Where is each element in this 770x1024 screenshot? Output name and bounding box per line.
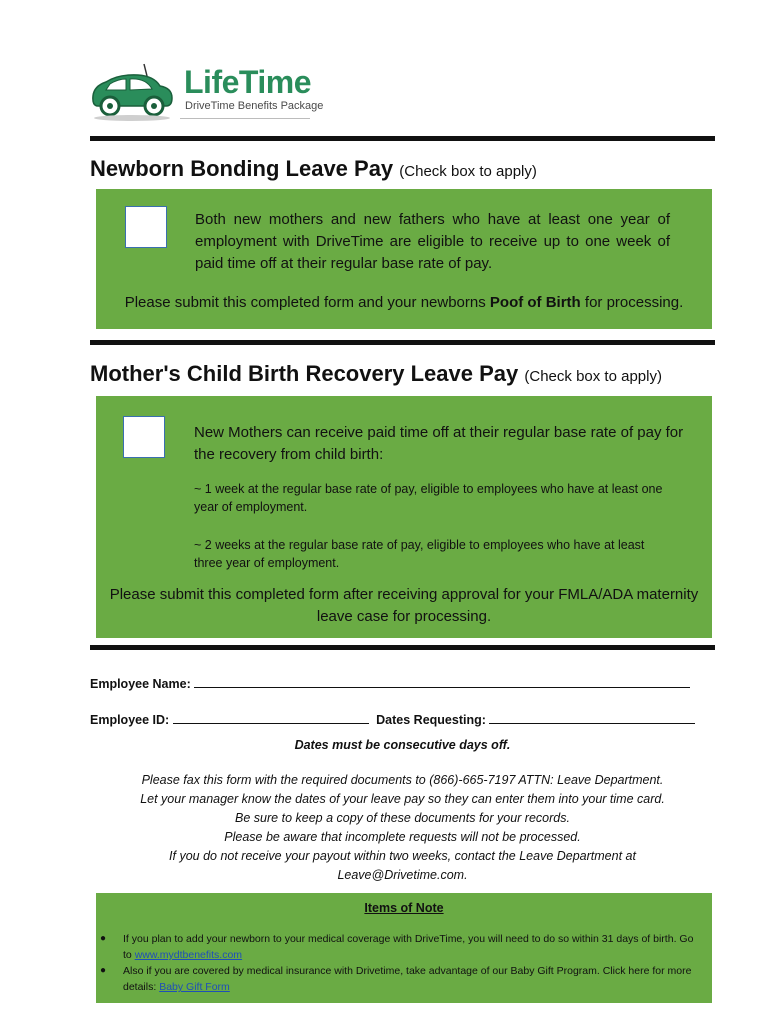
items-of-note-panel: Items of Note ● If you plan to add your newborn to your medical coverage with DriveTime, you will need to do so within 31 days of birth. Go to www.mydtbenefits.com ● Also if you are covered by medical insurance with Drivetime, take advantage of our Baby Gift Program. Click here for more details: Baby Gift Form [96,893,712,1003]
instruction-line: Please be aware that incomplete requests will not be processed. [224,830,581,844]
newborn-bonding-submit-note: Please submit this completed form and your newborns Poof of Birth for processing. [124,294,684,311]
birth-recovery-panel [96,396,712,638]
newborn-bonding-description: Both new mothers and new fathers who have at least one year of employment with DriveTime are eligible to receive up to one week of paid time off at their regular base rate of pay. [195,211,670,272]
instruction-line: Let your manager know the dates of your leave pay so they can enter them into your time card. [140,792,665,806]
logo [88,62,324,124]
newborn-bonding-checkbox[interactable] [125,206,167,248]
instruction-line: Be sure to keep a copy of these documents for your records. [235,811,570,825]
birth-recovery-option-2: ~ 2 weeks at the regular base rate of pay, eligible to employees who have at least three year of employment. [194,538,645,570]
divider [90,136,715,141]
newborn-bonding-panel [96,189,712,329]
dates-requesting-label: Dates Requesting: [376,713,486,727]
divider [90,340,715,345]
birth-recovery-option-1: ~ 1 week at the regular base rate of pay, eligible to employees who have at least one year of employment. [194,482,663,514]
employee-id-row [90,711,695,727]
bullet-icon: ● [100,933,107,944]
birth-recovery-submit-note: Please submit this completed form after receiving approval for your FMLA/ADA maternity leave case for processing. [109,586,699,625]
bullet-icon: ● [100,965,107,976]
employee-name-label: Employee Name: [90,677,191,691]
section-title-birth-recovery: Mother's Child Birth Recovery Leave Pay (Check box to apply) [90,361,662,386]
divider [90,645,715,650]
instruction-line: Please fax this form with the required documents to (866)-665-7197 ATTN: Leave Department. [141,773,664,787]
section-title-newborn-bonding: Newborn Bonding Leave Pay (Check box to apply) [90,156,537,181]
employee-name-field[interactable] [194,675,690,688]
dates-requesting-field[interactable] [489,711,695,724]
benefits-link[interactable]: www.mydtbenefits.com [134,949,243,961]
consecutive-days-note: Dates must be consecutive days off. [294,738,511,752]
car-icon [88,62,180,124]
birth-recovery-checkbox[interactable] [123,416,165,458]
baby-gift-form-link[interactable]: Baby Gift Form [159,981,230,993]
instruction-line: If you do not receive your payout within two weeks, contact the Leave Department at [169,849,636,863]
instructions [90,771,715,885]
employee-id-field[interactable] [173,711,369,724]
birth-recovery-description: New Mothers can receive paid time off at their regular base rate of pay for the recovery from child birth: [194,424,684,463]
brand-name: LifeTime [184,64,311,100]
contact-email: Leave@Drivetime.com. [337,868,468,882]
employee-name-row [90,675,690,691]
brand-tagline: DriveTime Benefits Package [185,100,324,112]
logo-underline [180,118,310,119]
employee-id-label: Employee ID: [90,713,170,727]
items-of-note-title: Items of Note [364,901,444,915]
